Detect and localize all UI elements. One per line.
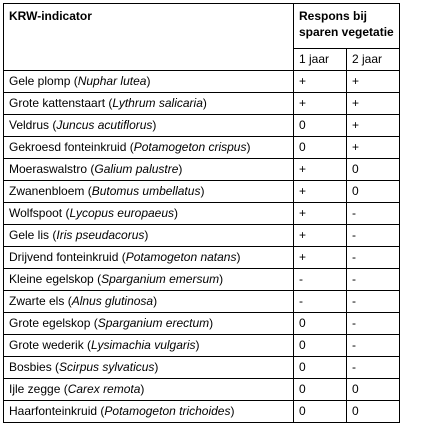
species-common-name: Drijvend fonteinkruid	[9, 250, 119, 264]
krw-indicator-table	[3, 3, 400, 423]
species-common-name: Zwarte els	[9, 294, 65, 308]
response-year-1: -	[294, 269, 347, 291]
response-year-1: +	[294, 159, 347, 181]
response-year-1: +	[294, 181, 347, 203]
response-year-2: -	[347, 203, 400, 225]
response-year-1: 0	[294, 313, 347, 335]
table-row	[4, 159, 400, 181]
species-common-name: Kleine egelskop	[9, 272, 94, 286]
response-year-1: +	[294, 93, 347, 115]
table-row	[4, 115, 400, 137]
response-year-2: -	[347, 269, 400, 291]
species-common-name: Ijle zegge	[9, 382, 61, 396]
species-cell: Grote egelskop (Sparganium erectum)	[4, 313, 294, 335]
header-year-2: 2 jaar	[347, 49, 400, 71]
species-latin-name: Sparganium emersum	[101, 272, 220, 286]
table-row	[4, 93, 400, 115]
response-year-2: -	[347, 357, 400, 379]
response-year-1: 0	[294, 335, 347, 357]
species-latin-name: Sparganium erectum	[97, 316, 210, 330]
species-cell: Wolfspoot (Lycopus europaeus)	[4, 203, 294, 225]
krw-table-container	[3, 3, 400, 423]
table-row	[4, 225, 400, 247]
species-common-name: Moeraswalstro	[9, 162, 88, 176]
response-year-2: -	[347, 291, 400, 313]
response-year-1: -	[294, 291, 347, 313]
response-year-2: 0	[347, 379, 400, 401]
species-common-name: Bosbies	[9, 360, 52, 374]
response-year-1: 0	[294, 137, 347, 159]
table-row	[4, 357, 400, 379]
species-latin-name: Lycopus europaeus	[69, 206, 175, 220]
table-row	[4, 335, 400, 357]
species-common-name: Zwanenbloem	[9, 184, 85, 198]
response-year-2: -	[347, 225, 400, 247]
species-common-name: Wolfspoot	[9, 206, 63, 220]
species-latin-name: Galium palustre	[94, 162, 179, 176]
response-year-2: +	[347, 93, 400, 115]
response-year-2: +	[347, 137, 400, 159]
species-common-name: Grote wederik	[9, 338, 84, 352]
species-latin-name: Potamogeton trichoides	[104, 404, 231, 418]
table-row	[4, 379, 400, 401]
table-row	[4, 269, 400, 291]
response-year-1: 0	[294, 401, 347, 423]
species-cell: Zwarte els (Alnus glutinosa)	[4, 291, 294, 313]
species-latin-name: Carex remota	[67, 382, 141, 396]
response-year-1: 0	[294, 357, 347, 379]
species-common-name: Grote kattenstaart	[9, 96, 106, 110]
species-cell: Haarfonteinkruid (Potamogeton trichoides)	[4, 401, 294, 423]
species-cell: Zwanenbloem (Butomus umbellatus)	[4, 181, 294, 203]
species-latin-name: Butomus umbellatus	[91, 184, 201, 198]
table-row	[4, 401, 400, 423]
table-row	[4, 137, 400, 159]
header-row	[4, 4, 400, 49]
species-cell: Gekroesd fonteinkruid (Potamogeton crispus)	[4, 137, 294, 159]
table-row	[4, 181, 400, 203]
species-common-name: Grote egelskop	[9, 316, 91, 330]
species-cell: Grote kattenstaart (Lythrum salicaria)	[4, 93, 294, 115]
species-common-name: Gele plomp	[9, 74, 71, 88]
species-cell: Grote wederik (Lysimachia vulgaris)	[4, 335, 294, 357]
species-common-name: Veldrus	[9, 118, 50, 132]
species-cell: Gele lis (Iris pseudacorus)	[4, 225, 294, 247]
species-latin-name: Potamogeton crispus	[133, 140, 247, 154]
response-year-2: -	[347, 335, 400, 357]
species-common-name: Gekroesd fonteinkruid	[9, 140, 127, 154]
species-cell: Kleine egelskop (Sparganium emersum)	[4, 269, 294, 291]
response-year-2: 0	[347, 181, 400, 203]
species-common-name: Haarfonteinkruid	[9, 404, 98, 418]
table-row	[4, 291, 400, 313]
response-year-1: +	[294, 203, 347, 225]
species-latin-name: Potamogeton natans	[125, 250, 237, 264]
species-latin-name: Juncus acutiflorus	[56, 118, 153, 132]
table-row	[4, 71, 400, 93]
header-year-1: 1 jaar	[294, 49, 347, 71]
response-year-2: -	[347, 313, 400, 335]
table-row	[4, 247, 400, 269]
species-latin-name: Lythrum salicaria	[112, 96, 203, 110]
species-latin-name: Nuphar lutea	[77, 74, 147, 88]
table-row	[4, 203, 400, 225]
response-year-1: +	[294, 225, 347, 247]
species-cell: Gele plomp (Nuphar lutea)	[4, 71, 294, 93]
species-cell: Moeraswalstro (Galium palustre)	[4, 159, 294, 181]
species-cell: Bosbies (Scirpus sylvaticus)	[4, 357, 294, 379]
response-year-2: +	[347, 115, 400, 137]
header-response: Respons bij sparen vegetatie	[294, 4, 400, 49]
response-year-1: +	[294, 247, 347, 269]
response-year-1: +	[294, 71, 347, 93]
species-cell: Veldrus (Juncus acutiflorus)	[4, 115, 294, 137]
species-latin-name: Alnus glutinosa	[71, 294, 154, 308]
response-year-1: 0	[294, 115, 347, 137]
table-body	[4, 71, 400, 423]
table-row	[4, 313, 400, 335]
species-common-name: Gele lis	[9, 228, 50, 242]
species-cell: Drijvend fonteinkruid (Potamogeton natans)	[4, 247, 294, 269]
species-latin-name: Lysimachia vulgaris	[91, 338, 196, 352]
response-year-2: +	[347, 71, 400, 93]
species-latin-name: Scirpus sylvaticus	[59, 360, 155, 374]
species-latin-name: Iris pseudacorus	[56, 228, 145, 242]
species-cell: Ijle zegge (Carex remota)	[4, 379, 294, 401]
response-year-2: -	[347, 247, 400, 269]
response-year-1: 0	[294, 379, 347, 401]
response-year-2: 0	[347, 159, 400, 181]
response-year-2: 0	[347, 401, 400, 423]
header-krw-indicator: KRW-indicator	[4, 4, 294, 71]
